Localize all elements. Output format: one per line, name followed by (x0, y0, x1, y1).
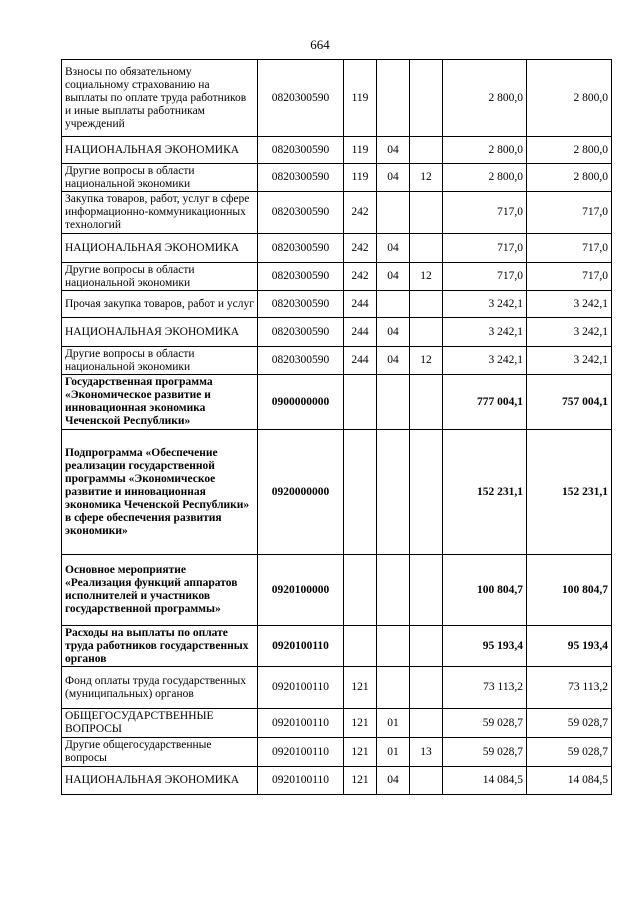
target-code-cell: 0820300590 (258, 164, 344, 192)
table-row (62, 347, 612, 375)
amount-year-2-cell: 3 242,1 (527, 347, 612, 375)
table-row (62, 667, 612, 709)
target-code-cell: 0820300590 (258, 234, 344, 263)
subsection-code-cell (410, 234, 443, 263)
amount-year-1-cell: 777 004,1 (443, 375, 527, 430)
target-code-cell: 0920100110 (258, 767, 344, 795)
amount-year-1-cell: 2 800,0 (443, 60, 527, 137)
target-code-cell: 0820300590 (258, 192, 344, 234)
subsection-code-cell (410, 192, 443, 234)
section-code-cell: 04 (377, 137, 410, 164)
table-row (62, 318, 612, 347)
amount-year-2-cell: 100 804,7 (527, 555, 612, 626)
table-row (62, 137, 612, 164)
table-row (62, 738, 612, 767)
page-number: 664 (310, 37, 330, 52)
section-code-cell (377, 291, 410, 318)
target-code-cell: 0920100110 (258, 667, 344, 709)
amount-year-2-cell: 95 193,4 (527, 626, 612, 667)
row-name-cell: НАЦИОНАЛЬНАЯ ЭКОНОМИКА (62, 234, 258, 263)
row-name-cell: НАЦИОНАЛЬНАЯ ЭКОНОМИКА (62, 318, 258, 347)
amount-year-1-cell: 2 800,0 (443, 164, 527, 192)
table-row (62, 60, 612, 137)
target-code-cell: 0820300590 (258, 137, 344, 164)
row-name-cell: Расходы на выплаты по оплате труда работников государственных органов (62, 626, 258, 667)
table-row (62, 234, 612, 263)
row-name-cell: Другие вопросы в области национальной экономики (62, 263, 258, 291)
subsection-code-cell (410, 60, 443, 137)
target-code-cell: 0920100110 (258, 738, 344, 767)
amount-year-1-cell: 95 193,4 (443, 626, 527, 667)
amount-year-1-cell: 73 113,2 (443, 667, 527, 709)
row-name-cell: Другие общегосударственные вопросы (62, 738, 258, 767)
target-code-cell: 0820300590 (258, 318, 344, 347)
amount-year-1-cell: 717,0 (443, 234, 527, 263)
table-row (62, 375, 612, 430)
budget-table (61, 59, 612, 795)
section-code-cell: 04 (377, 234, 410, 263)
row-name-cell: Прочая закупка товаров, работ и услуг (62, 291, 258, 318)
expense-type-cell: 244 (344, 291, 377, 318)
row-name-cell: Фонд оплаты труда государственных (муниципальных) органов (62, 667, 258, 709)
section-code-cell (377, 626, 410, 667)
subsection-code-cell (410, 667, 443, 709)
table-row (62, 555, 612, 626)
amount-year-2-cell: 59 028,7 (527, 709, 612, 738)
target-code-cell: 0820300590 (258, 291, 344, 318)
amount-year-1-cell: 2 800,0 (443, 137, 527, 164)
expense-type-cell (344, 555, 377, 626)
table-row (62, 291, 612, 318)
target-code-cell: 0820300590 (258, 347, 344, 375)
amount-year-2-cell: 2 800,0 (527, 137, 612, 164)
amount-year-1-cell: 3 242,1 (443, 291, 527, 318)
table-row (62, 263, 612, 291)
section-code-cell (377, 60, 410, 137)
amount-year-1-cell: 3 242,1 (443, 318, 527, 347)
amount-year-1-cell: 14 084,5 (443, 767, 527, 795)
subsection-code-cell (410, 375, 443, 430)
amount-year-1-cell: 59 028,7 (443, 709, 527, 738)
amount-year-2-cell: 717,0 (527, 192, 612, 234)
row-name-cell: Основное мероприятие «Реализация функций аппаратов исполнителей и участников государственной программы» (62, 555, 258, 626)
subsection-code-cell (410, 430, 443, 555)
target-code-cell: 0820300590 (258, 263, 344, 291)
subsection-code-cell (410, 555, 443, 626)
amount-year-1-cell: 59 028,7 (443, 738, 527, 767)
subsection-code-cell (410, 709, 443, 738)
expense-type-cell: 242 (344, 192, 377, 234)
target-code-cell: 0920100000 (258, 555, 344, 626)
expense-type-cell: 119 (344, 60, 377, 137)
amount-year-2-cell: 152 231,1 (527, 430, 612, 555)
row-name-cell: Другие вопросы в области национальной экономики (62, 164, 258, 192)
expense-type-cell: 244 (344, 347, 377, 375)
row-name-cell: Подпрограмма «Обеспечение реализации государственной программы «Экономическое развитие и инновационная экономика Чеченской Республики» в сфере обеспечения развития экономики» (62, 430, 258, 555)
row-name-cell: Государственная программа «Экономическое развитие и инновационная экономика Чеченской Республики» (62, 375, 258, 430)
amount-year-2-cell: 2 800,0 (527, 60, 612, 137)
section-code-cell (377, 555, 410, 626)
amount-year-2-cell: 14 084,5 (527, 767, 612, 795)
amount-year-1-cell: 717,0 (443, 192, 527, 234)
table-row (62, 709, 612, 738)
row-name-cell: ОБЩЕГОСУДАРСТВЕННЫЕ ВОПРОСЫ (62, 709, 258, 738)
subsection-code-cell: 12 (410, 347, 443, 375)
target-code-cell: 0920100110 (258, 709, 344, 738)
table-row (62, 192, 612, 234)
section-code-cell (377, 192, 410, 234)
section-code-cell (377, 430, 410, 555)
section-code-cell: 04 (377, 767, 410, 795)
subsection-code-cell: 12 (410, 263, 443, 291)
subsection-code-cell (410, 137, 443, 164)
subsection-code-cell (410, 318, 443, 347)
amount-year-2-cell: 73 113,2 (527, 667, 612, 709)
amount-year-2-cell: 757 004,1 (527, 375, 612, 430)
amount-year-2-cell: 717,0 (527, 263, 612, 291)
amount-year-1-cell: 152 231,1 (443, 430, 527, 555)
row-name-cell: НАЦИОНАЛЬНАЯ ЭКОНОМИКА (62, 767, 258, 795)
table-row (62, 164, 612, 192)
expense-type-cell (344, 430, 377, 555)
row-name-cell: Взносы по обязательному социальному страхованию на выплаты по оплате труда работников и иные выплаты работникам учреждений (62, 60, 258, 137)
table-row (62, 767, 612, 795)
section-code-cell: 04 (377, 263, 410, 291)
amount-year-2-cell: 2 800,0 (527, 164, 612, 192)
amount-year-1-cell: 3 242,1 (443, 347, 527, 375)
section-code-cell (377, 375, 410, 430)
row-name-cell: Закупка товаров, работ, услуг в сфере информационно-коммуникационных технологий (62, 192, 258, 234)
section-code-cell: 01 (377, 738, 410, 767)
target-code-cell: 0820300590 (258, 60, 344, 137)
section-code-cell: 04 (377, 347, 410, 375)
amount-year-1-cell: 100 804,7 (443, 555, 527, 626)
row-name-cell: НАЦИОНАЛЬНАЯ ЭКОНОМИКА (62, 137, 258, 164)
expense-type-cell: 121 (344, 709, 377, 738)
section-code-cell: 04 (377, 164, 410, 192)
amount-year-2-cell: 717,0 (527, 234, 612, 263)
amount-year-2-cell: 59 028,7 (527, 738, 612, 767)
table-row (62, 626, 612, 667)
section-code-cell (377, 667, 410, 709)
expense-type-cell: 119 (344, 164, 377, 192)
amount-year-2-cell: 3 242,1 (527, 318, 612, 347)
target-code-cell: 0920000000 (258, 430, 344, 555)
subsection-code-cell (410, 291, 443, 318)
expense-type-cell: 121 (344, 667, 377, 709)
expense-type-cell: 121 (344, 738, 377, 767)
expense-type-cell: 242 (344, 234, 377, 263)
subsection-code-cell: 13 (410, 738, 443, 767)
amount-year-2-cell: 3 242,1 (527, 291, 612, 318)
expense-type-cell: 242 (344, 263, 377, 291)
expense-type-cell: 121 (344, 767, 377, 795)
expense-type-cell (344, 375, 377, 430)
subsection-code-cell (410, 626, 443, 667)
expense-type-cell: 119 (344, 137, 377, 164)
amount-year-1-cell: 717,0 (443, 263, 527, 291)
section-code-cell: 01 (377, 709, 410, 738)
subsection-code-cell (410, 767, 443, 795)
section-code-cell: 04 (377, 318, 410, 347)
expense-type-cell: 244 (344, 318, 377, 347)
target-code-cell: 0920100110 (258, 626, 344, 667)
target-code-cell: 0900000000 (258, 375, 344, 430)
table-row (62, 430, 612, 555)
expense-type-cell (344, 626, 377, 667)
row-name-cell: Другие вопросы в области национальной экономики (62, 347, 258, 375)
subsection-code-cell: 12 (410, 164, 443, 192)
